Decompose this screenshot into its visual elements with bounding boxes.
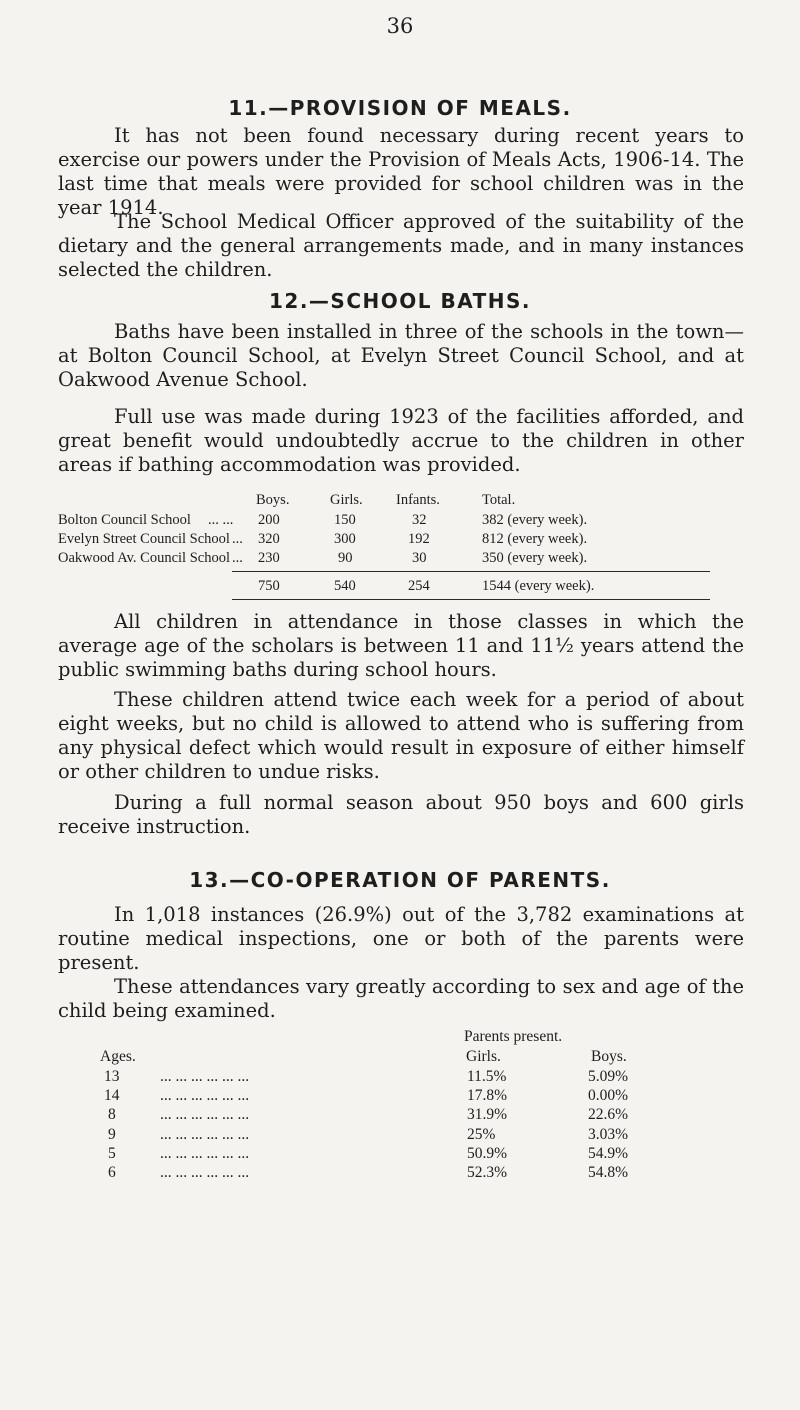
table-row-infants: 32 [412, 512, 427, 528]
section-11-paragraph-2: The School Medical Officer approved of the suitability of the dietary and the general arrangements made, and in many instances selected the children. [58, 210, 744, 281]
column-header-ages: Ages. [100, 1048, 136, 1065]
section-12-paragraph-1: Baths have been installed in three of the schools in the town—at Bolton Council School, at Evelyn Street Council School, and at Oakwood Avenue School. [58, 320, 744, 391]
table-row-boys: 3.03% [588, 1125, 629, 1143]
table-row-boys: 230 [258, 550, 280, 566]
table-row-girls: 300 [334, 531, 356, 547]
section-13-paragraph-1: In 1,018 instances (26.9%) out of the 3,782 examinations at routine medical inspections, one or both of the parents were present. [58, 903, 744, 974]
table-row-total: 350 (every week). [482, 550, 588, 566]
table-row-age: 13 [104, 1068, 120, 1085]
table-row-age: 8 [108, 1106, 116, 1124]
table-row-age: 5 [108, 1144, 116, 1162]
column-header-girls: Girls. [466, 1048, 501, 1065]
leader-dots: ... ... ... ... ... ... [160, 1087, 250, 1105]
table-total-girls: 540 [334, 578, 356, 594]
column-header-total: Total. [482, 492, 516, 508]
table-row-boys: 5.09% [588, 1068, 629, 1085]
table-row-boys: 22.6% [588, 1106, 629, 1124]
table-row-boys: 0.00% [588, 1087, 629, 1105]
table-total-boys: 750 [258, 578, 280, 594]
leader-dots: ... ... ... ... ... ... [160, 1144, 250, 1162]
leader-dots: ... ... ... ... ... ... [160, 1068, 250, 1085]
column-header-infants: Infants. [396, 492, 440, 508]
section-11-heading: 11.—PROVISION OF MEALS. [228, 96, 572, 120]
section-12-paragraph-3: All children in attendance in those classes in which the average age of the scholars is between 11 and 11½ years attend the public swimming baths during school hours. [58, 610, 744, 681]
table-rule-lower [232, 599, 710, 600]
section-11-paragraph-1: It has not been found necessary during recent years to exercise our powers under the Provision of Meals Acts, 1906-14. The last time that meals were provided for school children was in the year 1914. [58, 124, 744, 219]
table-total-infants: 254 [408, 578, 430, 594]
leader-dots: ... [232, 531, 243, 547]
table-row-girls: 17.8% [467, 1087, 508, 1105]
table-total-total: 1544 (every week). [482, 578, 595, 594]
leader-dots: ... [232, 550, 243, 566]
table-row-girls: 11.5% [467, 1068, 507, 1085]
table-row-girls: 150 [334, 512, 356, 528]
table-row-girls: 50.9% [467, 1144, 508, 1162]
table-rule-upper [232, 571, 710, 572]
table-row-girls: 31.9% [467, 1106, 508, 1124]
section-12-paragraph-4: These children attend twice each week for a period of about eight weeks, but no child is allowed to attend who is suffering from any physical defect which would result in exposure of either himself or other children to undue risks. [58, 688, 744, 783]
table-row-girls: 52.3% [467, 1164, 508, 1181]
table-row-total: 382 (every week). [482, 512, 588, 528]
section-12-paragraph-5: During a full normal season about 950 boys and 600 girls receive instruction. [58, 791, 744, 838]
table-row-girls: 25% [467, 1125, 496, 1143]
table-row-infants: 30 [412, 550, 427, 566]
table-row-school: Evelyn Street Council School [58, 531, 230, 547]
table-row-boys: 54.8% [588, 1164, 629, 1181]
section-13-paragraph-2: These attendances vary greatly according to sex and age of the child being examined. [58, 975, 744, 1022]
section-12-paragraph-2: Full use was made during 1923 of the facilities afforded, and great benefit would undoubtedly accrue to the children in other areas if bathing accommodation was provided. [58, 405, 744, 476]
section-12-heading: 12.—SCHOOL BATHS. [268, 289, 531, 313]
table-row-girls: 90 [338, 550, 353, 566]
table-row-infants: 192 [408, 531, 430, 547]
table-row-age: 6 [108, 1164, 116, 1181]
table-row-boys: 320 [258, 531, 280, 547]
leader-dots: ... ... ... ... ... ... [160, 1125, 250, 1143]
section-13-heading: 13.—CO-OPERATION OF PARENTS. [189, 868, 611, 892]
table-row-boys: 200 [258, 512, 280, 528]
column-header-boys: Boys. [256, 492, 290, 508]
leader-dots: ... ... ... ... ... ... [160, 1106, 250, 1124]
table-row-age: 14 [104, 1087, 120, 1105]
table-row-boys: 54.9% [588, 1144, 629, 1162]
leader-dots: ... ... [208, 512, 234, 528]
table-row-school: Oakwood Av. Council School [58, 550, 230, 566]
table-row-age: 9 [108, 1125, 116, 1143]
column-header-girls: Girls. [330, 492, 363, 508]
leader-dots: ... ... ... ... ... ... [160, 1164, 250, 1181]
page-number: 36 [386, 14, 414, 38]
column-header-boys: Boys. [591, 1048, 627, 1065]
table-row-total: 812 (every week). [482, 531, 588, 547]
column-group-header: Parents present. [464, 1028, 563, 1045]
table-row-school: Bolton Council School [58, 512, 191, 528]
